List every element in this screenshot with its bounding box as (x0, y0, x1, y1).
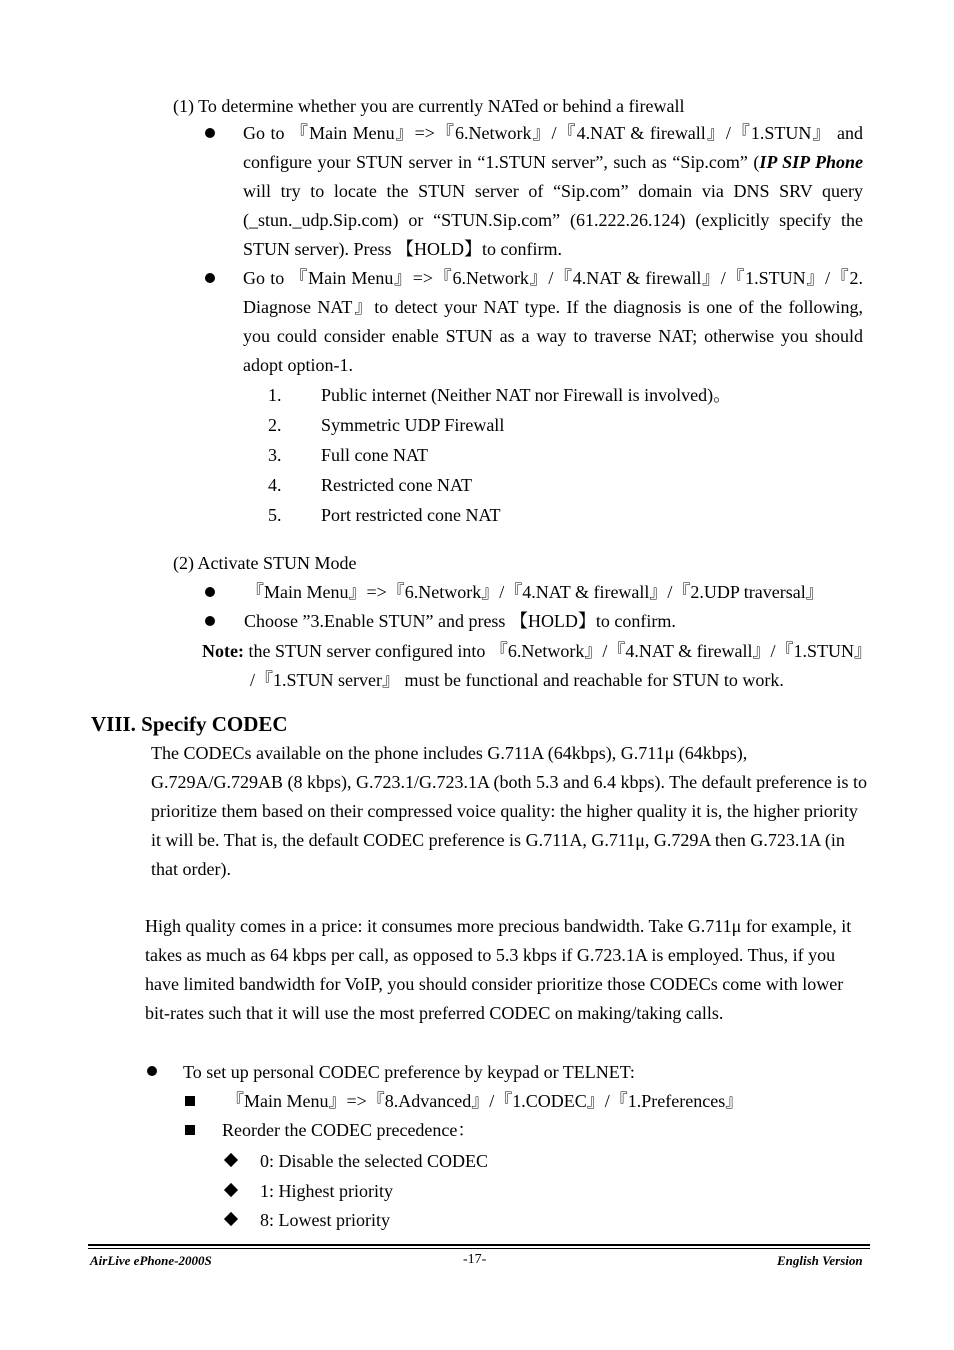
codec-paragraph-1: The CODECs available on the phone includes G.711A (64kbps), G.711μ (64kbps), G.729A/G.729AB (8 kbps), G.723.1/G.723.1A (both 5.3 and 6.4 kbps). The default preference is to prioritize them based on their compressed voice quality: the higher quality it is, the higher priority it will be. That is, the default CODEC preference is G.711A, G.711μ, G.729A then G.723.1A (in that order). (151, 743, 868, 879)
stun-item2-title: (2) Activate STUN Mode (173, 553, 357, 573)
nat-type-text: Public internet (Neither NAT nor Firewall is involved)。 (321, 385, 732, 405)
section-heading: VIII. Specify CODEC (91, 712, 288, 736)
stun-note-line2: /『1.STUN server』 must be functional and reachable for STUN to work. (250, 670, 784, 690)
codec-option: 0: Disable the selected CODEC (260, 1151, 488, 1171)
footer-page-number: -17- (463, 1252, 487, 1267)
bullet-dot-icon (147, 1066, 157, 1076)
note-text: the STUN server configured into 『6.Network』/『4.NAT & firewall』/『1.STUN』 (243, 641, 873, 661)
stun-bullet1-pre: configure your STUN server in “1.STUN server”, such as “Sip.com” ( (243, 152, 760, 172)
nat-type-number: 3. (268, 445, 282, 465)
footer-rule (88, 1244, 870, 1246)
bullet-dot-icon (205, 587, 215, 597)
nat-type-text: Port restricted cone NAT (321, 505, 501, 525)
nat-type-number: 4. (268, 475, 282, 495)
bullet-square-icon (185, 1125, 195, 1135)
footer-rule (88, 1248, 870, 1249)
stun-bullet1-post: will try to locate the STUN server of “Sip.com” domain via DNS SRV query (_stun._udp.Sip.com) or “STUN.Sip.com” (61.222.26.124) (explicitly specify the STUN server). Press 【HOLD】to confirm. (243, 181, 863, 259)
codec-option: 1: Highest priority (260, 1181, 393, 1201)
bullet-square-icon (185, 1096, 195, 1106)
codec-paragraph-2: High quality comes in a price: it consumes more precious bandwidth. Take G.711μ for example, it takes as much as 64 kbps per call, as opposed to 5.3 kbps if G.723.1A is employed. Thus, if you have limited bandwidth for VoIP, you should consider prioritize those CODECs come with lower bit-rates such that it will use the most preferred CODEC on making/taking calls. (145, 916, 852, 1023)
nat-type-text: Symmetric UDP Firewall (321, 415, 505, 435)
bullet-dot-icon (205, 273, 215, 283)
bullet-diamond-icon (224, 1212, 238, 1226)
bullet-diamond-icon (224, 1183, 238, 1197)
stun-bullet2: Go to 『Main Menu』=>『6.Network』/『4.NAT & firewall』/『1.STUN』/『2. Diagnose NAT』to detect your NAT type. If the diagnosis is one of the following, you could consider enable STUN as a way to traverse NAT; otherwise you should adopt option-1. (243, 268, 863, 375)
nat-type-number: 2. (268, 415, 282, 435)
footer-version: English Version (777, 1253, 863, 1268)
bullet-dot-icon (205, 128, 215, 138)
codec-reorder: Reorder the CODEC precedence： (222, 1120, 476, 1140)
stun-bullet1 (243, 119, 863, 264)
footer-product: AirLive ePhone-2000S (90, 1253, 212, 1268)
stun-bullet3: 『Main Menu』=>『6.Network』/『4.NAT & firewall』/『2.UDP traversal』 (246, 582, 824, 602)
codec-menu-path: 『Main Menu』=>『8.Advanced』/『1.CODEC』/『1.Preferences』 (226, 1091, 744, 1111)
nat-type-text: Restricted cone NAT (321, 475, 472, 495)
note-label: Note: (202, 641, 244, 661)
nat-type-number: 1. (268, 385, 282, 405)
stun-note-line1 (202, 642, 872, 660)
stun-item1-title: (1) To determine whether you are currently NATed or behind a firewall (173, 96, 685, 116)
stun-bullet1-line1: Go to 『Main Menu』=>『6.Network』/『4.NAT & firewall』/『1.STUN』 and (243, 123, 863, 143)
bullet-dot-icon (205, 616, 215, 626)
bullet-diamond-icon (224, 1153, 238, 1167)
nat-type-number: 5. (268, 505, 282, 525)
nat-type-text: Full cone NAT (321, 445, 428, 465)
codec-option: 8: Lowest priority (260, 1210, 390, 1230)
stun-bullet4: Choose ”3.Enable STUN” and press 【HOLD】to confirm. (244, 611, 676, 631)
codec-setup-bullet: To set up personal CODEC preference by keypad or TELNET: (183, 1062, 635, 1082)
stun-bullet1-bold: IP SIP Phone (759, 152, 864, 172)
